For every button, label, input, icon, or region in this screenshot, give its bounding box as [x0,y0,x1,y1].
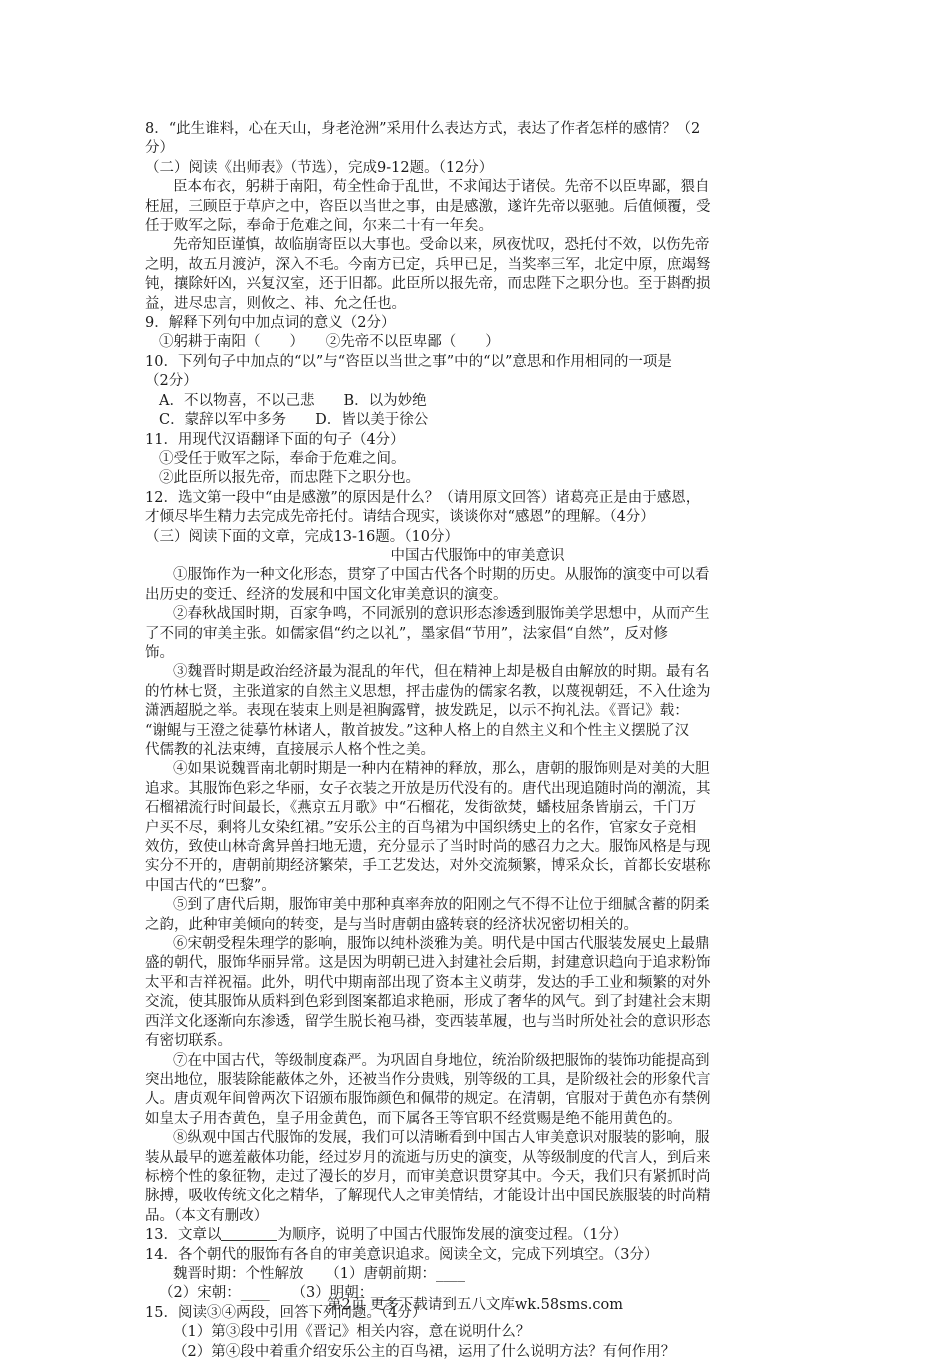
text-line: ⑧纵观中国古代服饰的发展，我们可以清晰看到中国古人审美意识对服装的影响，服 [173,1130,710,1147]
text-line: 人。唐贞观年间曾两次下诏颁布服饰颜色和佩带的规定。在清朝，官服对于黄色亦有禁例 [145,1091,711,1108]
body-lines [145,120,810,1226]
article-title: 中国古代服饰中的审美意识 [390,547,565,564]
text-line: 交流，使其服饰从质料到色彩到图案都追求艳丽，形成了奢华的风气。到了封建社会末期 [145,994,711,1011]
text-line: ①服饰作为一种文化形态，贯穿了中国古代各个时期的历史。从服饰的演变中可以看 [173,567,710,584]
text-line: 8．“此生谁料，心在天山，身老沧洲”采用什么表达方式，表达了作者怎样的感情？（2 [145,121,701,137]
text-line: 潇洒超脱之举。表现在装束上则是袒胸露臂，披发跣足，以示不拘礼法。《晋记》载： [145,703,689,720]
text-line: 装从最早的遮羞蔽体功能，经过岁月的流逝与历史的演变，从等级制度的代言人，到后来 [145,1149,711,1166]
text-line: 脉搏，吸收传统文化之精华，了解现代人之审美情结，才能设计出中国民族服装的时尚精 [145,1188,711,1205]
text-line: 钝，攘除奸凶，兴复汉室，还于旧都。此臣所以报先帝，而忠陛下之职分也。至于斟酌损 [145,276,711,293]
text-line: 12．选文第一段中“由是感激”的原因是什么？（请用原文回答）诸葛亮正是由于感恩， [145,489,701,506]
text-line: 了不同的审美主张。如儒家倡“约之以礼”，墨家倡“节用”，法家倡“自然”，反对修 [145,625,668,642]
text-line: 标榜个性的象征物，走过了漫长的岁月，而审美意识贯穿其中。今天，我们只有紧抓时尚 [145,1168,711,1185]
text-line: 品。（本文有删改） [145,1207,269,1224]
text-line: ⑦在中国古代，等级制度森严。为巩固自身地位，统治阶级把服饰的装饰功能提高到 [173,1052,710,1069]
text-line: 实分不开的，唐朝前期经济繁荣，手工艺发达，对外交流频繁，博采众长，首都长安堪称 [145,858,711,875]
text-line: 太平和吉祥祝福。此外，明代中期南部出现了资本主义萌芽，发达的手工业和频繁的对外 [145,974,711,991]
text-line: “谢鲲与王澄之徒摹竹林诸人，散首披发。”这种人格上的自然主义和个性主义摆脱了汉 [145,722,690,739]
text-line: 追求。其服饰色彩之华丽，女子衣装之开放是历代没有的。唐代出现追随时尚的潮流，其 [145,780,711,797]
text-line: 任于败军之际，奉命于危难之间，尔来二十有一年矣。 [145,218,493,235]
document-body [145,120,810,1362]
q13-prefix: 13．文章以 [145,1227,222,1244]
question-14-stem: 14．各个朝代的服饰有各自的审美意识追求。阅读全文，完成下列填空。（3分） [145,1246,659,1263]
question-15-sub2: （2）第④段中着重介绍安乐公主的百鸟裙，运用了什么说明方法？有何作用？ [173,1343,676,1360]
text-line: 效仿，致使山林奇禽异兽扫地无遗，充分显示了当时时尚的感召力之大。服饰风格是与现 [145,839,711,856]
text-line: 枉屈，三顾臣于草庐之中，咨臣以当世之事，由是感激，遂许先帝以驱驰。后值倾覆，受 [145,198,711,215]
question-14-row1: 魏晋时期：个性解放 （1）唐朝前期：____ [173,1265,465,1282]
text-line: 10．下列句子中加点的“以”与“咨臣以当世之事”中的“以”意思和作用相同的一项是 [145,353,672,370]
text-line: 先帝知臣谨慎，故临崩寄臣以大事也。受命以来，夙夜忧叹，恐托付不效，以伤先帝 [173,237,710,254]
text-line: ⑤到了唐代后期，服饰审美中那种真率奔放的阳刚之气不得不让位于细腻含蓄的阴柔 [173,897,710,914]
question-15-stem: 15．阅读③④两段，回答下列问题。（4分） [145,1304,427,1321]
text-line: ⑥宋朝受程朱理学的影响，服饰以纯朴淡雅为美。明代是中国古代服装发展史上最鼎 [173,936,710,953]
text-line: （二）阅读《出师表》（节选），完成9-12题。（12分） [145,159,494,176]
text-line: 代儒教的礼法束缚，直接展示人格个性之美。 [145,742,435,758]
text-line: 臣本布衣，躬耕于南阳，苟全性命于乱世，不求闻达于诸侯。先帝不以臣卑鄙，猥自 [173,179,710,196]
text-line: 饰。 [145,644,174,661]
text-line: ④如果说魏晋南北朝时期是一种内在精神的释放，那么，唐朝的服饰则是对美的大胆 [173,761,710,778]
text-line: 如皇太子用杏黄色，皇子用金黄色，而下属各王等官职不经赏赐是绝不能用黄色的。 [145,1110,682,1127]
q13-blank [221,1226,277,1241]
text-line: 11．用现代汉语翻译下面的句子（4分） [145,431,405,448]
text-line: 户买不尽，剩将儿女染红裙。”安乐公主的百鸟裙为中国织绣史上的名作，官家女子竞相 [145,819,697,836]
text-line: （三）阅读下面的文章，完成13-16题。（10分） [145,528,459,545]
text-line: 中国古代的“巴黎”。 [145,877,276,894]
text-line: 之韵，此种审美倾向的转变，是与当时唐朝由盛转衰的经济状况密切相关的。 [145,916,638,933]
text-line: 有密切联系。 [145,1033,232,1050]
q13-suffix: 为顺序，说明了中国古代服饰发展的演变过程。（1分） [277,1227,628,1244]
text-line: 9．解释下列句中加点词的意义（2分） [145,315,396,332]
text-line: 出历史的变迁、经济的发展和中国文化审美意识的演变。 [145,586,508,603]
text-line: ②此臣所以报先帝，而忠陛下之职分也。 [159,470,420,487]
text-line: 西洋文化逐渐向东渗透，留学生脱长袍马褂，变西装革履，也与当时所处社会的意识形态 [145,1013,711,1030]
text-line: 之明，故五月渡泸，深入不毛。今南方已定，兵甲已足，当奖率三军，北定中原，庶竭驽 [145,256,711,273]
page-footer: 第2页 更多下载请到五八文库wk.58sms.com [327,1297,623,1313]
text-line: 石榴裙流行时间最长，《燕京五月歌》中“石榴花，发街欲焚，蟠枝屈条皆崩云，千门万 [145,800,697,817]
text-line: ①躬耕于南阳（ ） ②先帝不以臣卑鄙（ ） [159,334,500,351]
question-13 [145,1226,810,1245]
text-line: ②春秋战国时期，百家争鸣，不同派别的意识形态渗透到服饰美学思想中，从而产生 [173,606,710,623]
text-line: （2分） [145,373,198,390]
text-line: C．蒙辞以军中多务 D．皆以美于徐公 [159,412,429,429]
text-line: A．不以物喜，不以己悲 B．以为妙绝 [159,392,427,409]
text-line: 突出地位，服装除能蔽体之外，还被当作分贵贱，别等级的工具，是阶级社会的形象代言 [145,1071,711,1088]
question-15-sub1: （1）第③段中引用《晋记》相关内容，意在说明什么？ [173,1324,531,1341]
text-line: 的竹林七贤，主张道家的自然主义思想，抨击虚伪的儒家名教，以蔑视朝廷，不入仕途为 [145,683,711,700]
text-line: ③魏晋时期是政治经济最为混乱的年代，但在精神上却是极自由解放的时期。最有名 [173,664,710,681]
text-line: ①受任于败军之际，奉命于危难之间。 [159,450,406,467]
text-line: 盛的朝代，服饰华丽异常。这是因为明朝已进入封建社会后期，封建意识趋向于追求粉饰 [145,955,711,972]
text-line: 分） [145,140,174,157]
text-line: 益，进尽忠言，则攸之、祎、允之任也。 [145,295,406,312]
question-14-row2: （2）宋朝：____ （3）明朝：____ [159,1285,403,1302]
text-line: 才倾尽毕生精力去完成先帝托付。请结合现实，谈谈你对“感恩”的理解。（4分） [145,509,655,526]
